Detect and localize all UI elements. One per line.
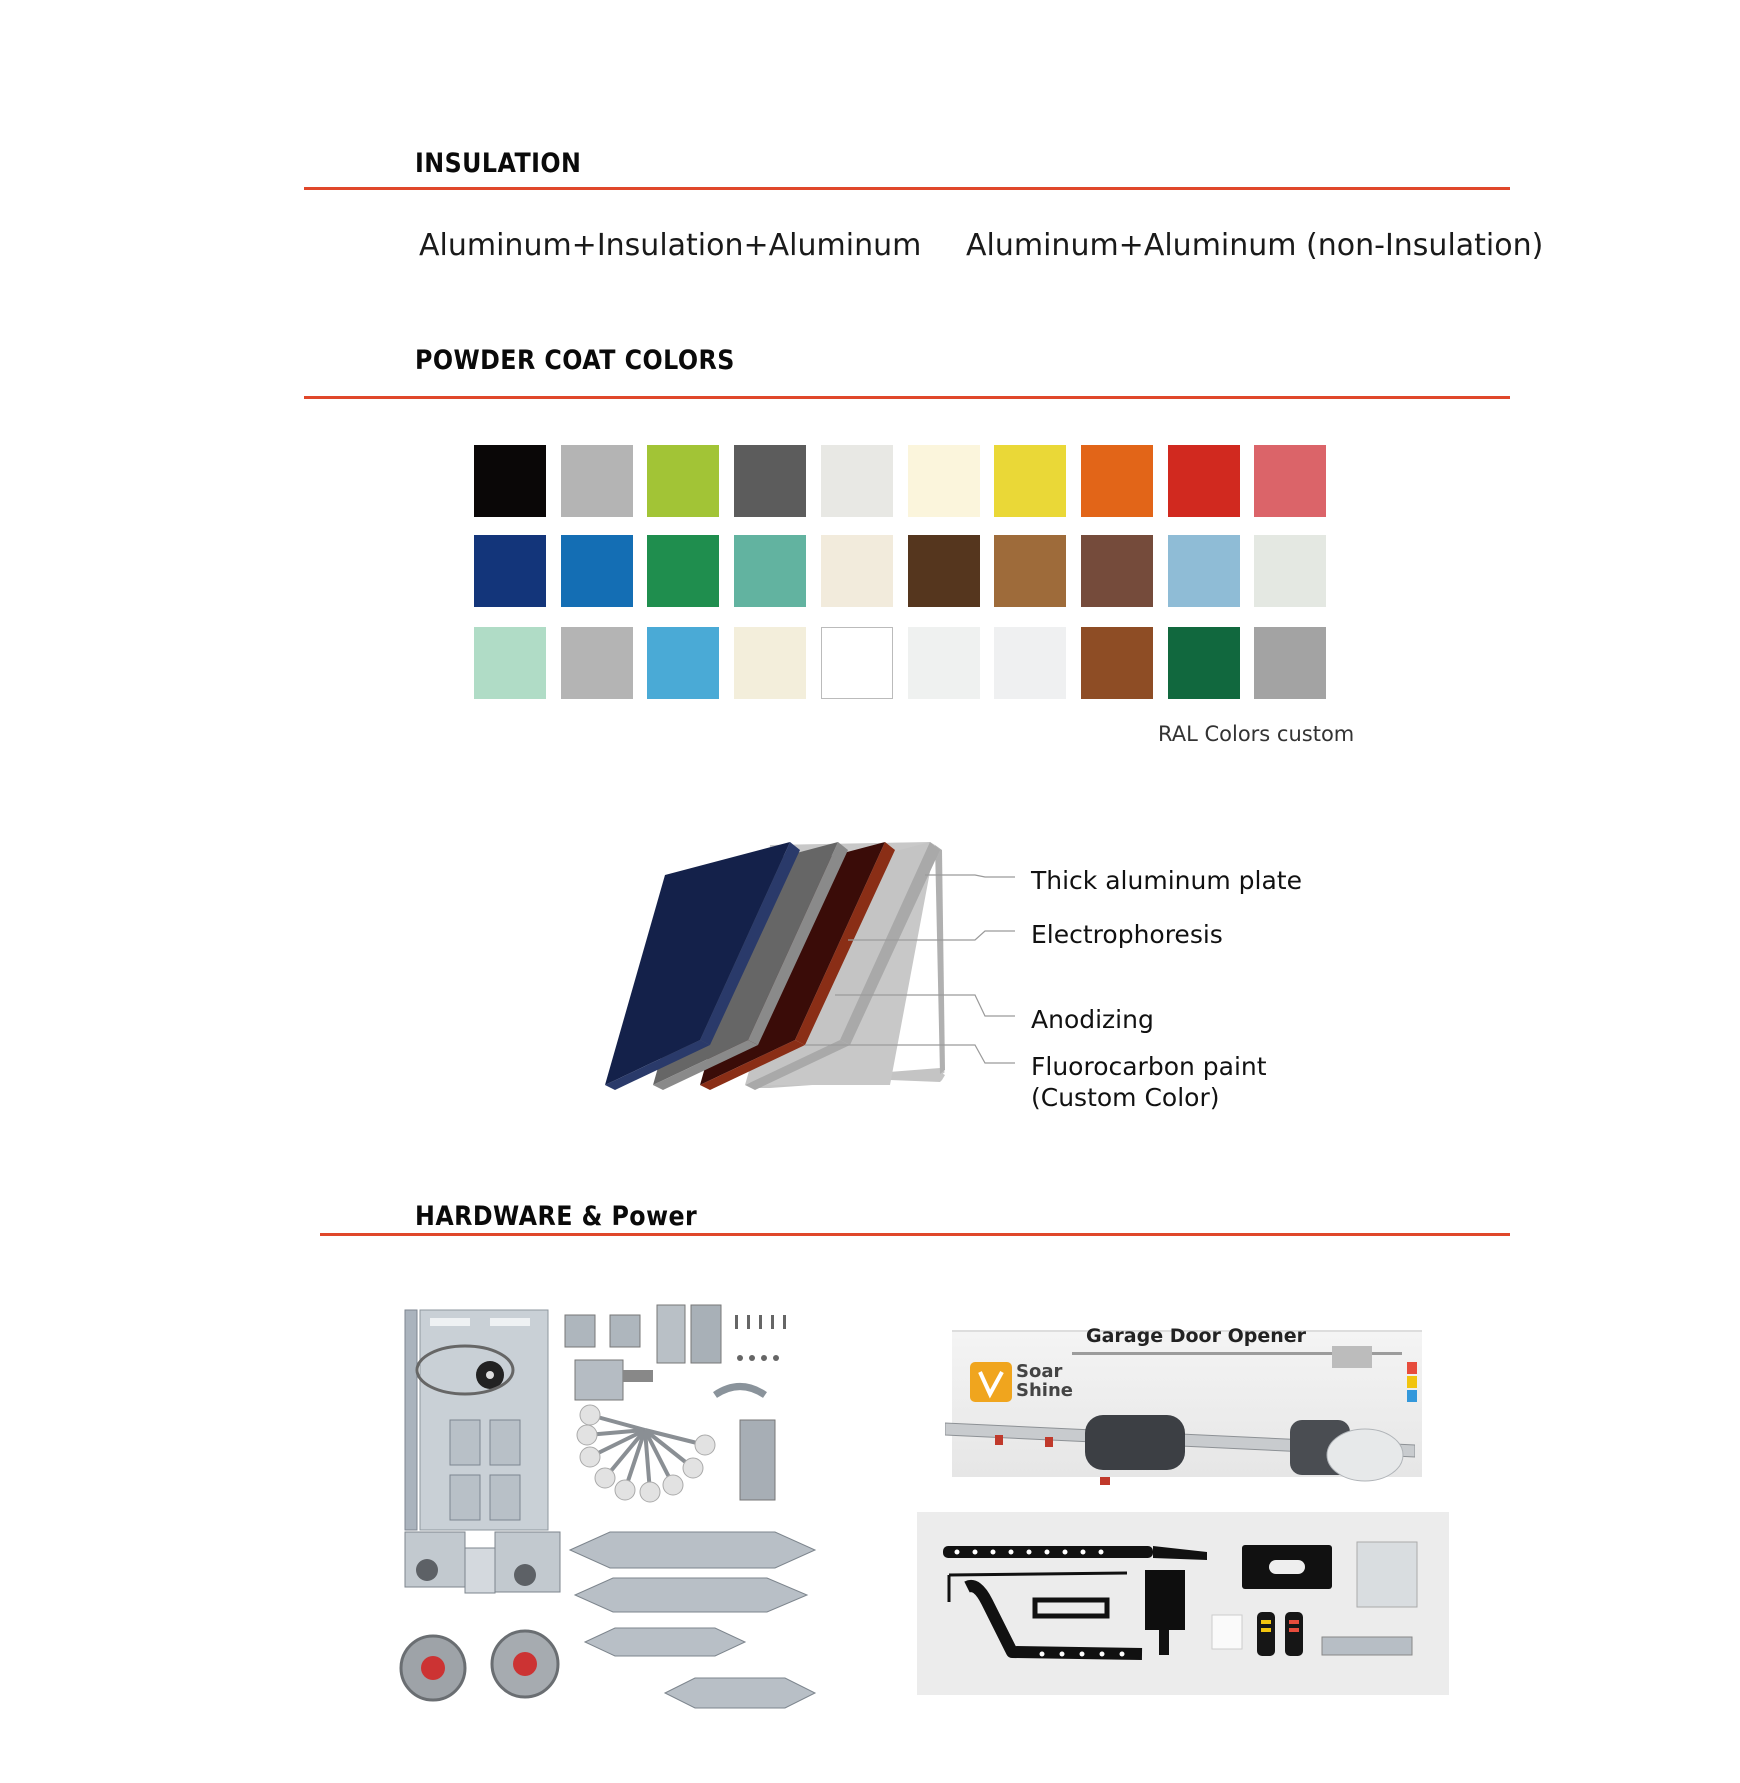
opener-accessories-image <box>917 1512 1449 1695</box>
label-fluorocarbon-paint: Fluorocarbon paint <box>1031 1052 1267 1081</box>
color-swatch <box>734 445 806 517</box>
label-thick-aluminum-plate: Thick aluminum plate <box>1031 866 1302 895</box>
color-swatch <box>1254 627 1326 699</box>
color-swatch <box>647 627 719 699</box>
color-swatch <box>561 627 633 699</box>
powder-coat-heading: POWDER COAT COLORS <box>415 345 735 376</box>
powder-coat-divider <box>304 396 1510 399</box>
label-anodizing: Anodizing <box>1031 1005 1154 1034</box>
label-custom-color: (Custom Color) <box>1031 1083 1220 1112</box>
color-swatch-grid <box>474 445 1338 701</box>
color-swatch <box>1254 445 1326 517</box>
color-swatch <box>734 627 806 699</box>
color-swatch <box>1081 445 1153 517</box>
color-swatch <box>1168 535 1240 607</box>
insulation-option-1: Aluminum+Insulation+Aluminum <box>419 228 922 263</box>
color-swatch <box>908 627 980 699</box>
color-swatch <box>821 535 893 607</box>
color-swatch <box>474 627 546 699</box>
hardware-divider <box>320 1233 1510 1236</box>
insulation-divider <box>304 187 1510 190</box>
color-swatch <box>1254 535 1326 607</box>
color-swatch <box>647 535 719 607</box>
insulation-heading: INSULATION <box>415 148 582 179</box>
hardware-heading: HARDWARE & Power <box>415 1201 698 1232</box>
opener-rail-image <box>945 1395 1415 1485</box>
insulation-option-2: Aluminum+Aluminum (non-Insulation) <box>966 228 1544 263</box>
brand-label: Soar Shine <box>1016 1361 1073 1401</box>
layer-diagram <box>590 830 1310 1120</box>
color-swatch <box>821 445 893 517</box>
hardware-parts-image <box>395 1300 835 1720</box>
ral-colors-note: RAL Colors custom <box>1158 722 1355 746</box>
color-swatch <box>474 535 546 607</box>
color-swatch <box>1081 535 1153 607</box>
color-swatch <box>908 445 980 517</box>
color-swatch <box>1081 627 1153 699</box>
color-swatch <box>994 627 1066 699</box>
color-swatch <box>994 535 1066 607</box>
color-swatch <box>561 535 633 607</box>
color-swatch <box>647 445 719 517</box>
opener-title: Garage Door Opener <box>1086 1325 1306 1347</box>
color-swatch <box>1168 445 1240 517</box>
color-swatch <box>994 445 1066 517</box>
label-electrophoresis: Electrophoresis <box>1031 920 1223 949</box>
color-swatch <box>561 445 633 517</box>
color-swatch <box>1168 627 1240 699</box>
color-swatch <box>734 535 806 607</box>
color-swatch <box>908 535 980 607</box>
color-swatch <box>474 445 546 517</box>
color-swatch <box>821 627 893 699</box>
